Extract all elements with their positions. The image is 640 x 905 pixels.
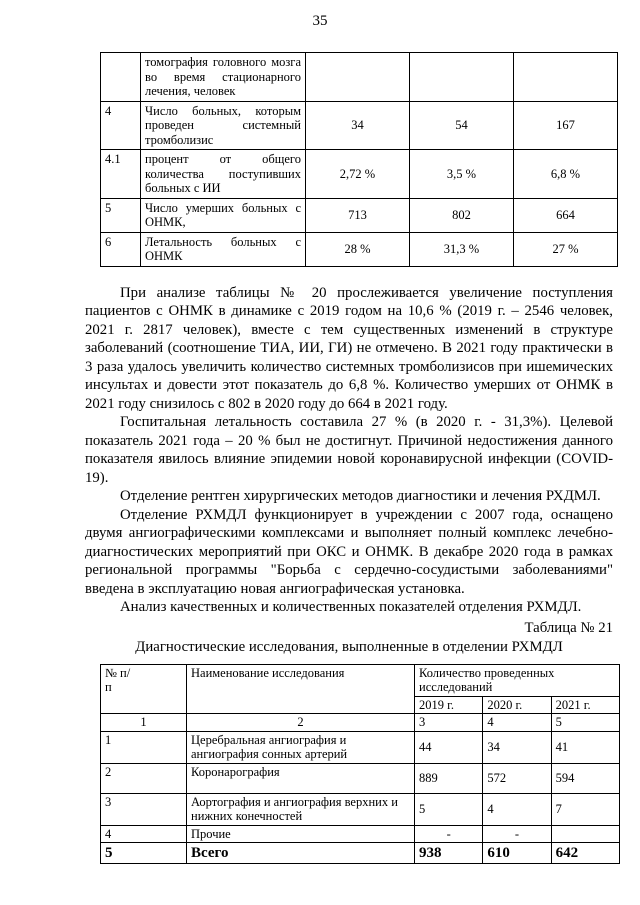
row-label-cell: Число умерших больных с ОНМК, [141, 198, 306, 232]
value-cell-2021: 642 [551, 843, 619, 864]
column-index-cell: 3 [415, 714, 483, 732]
column-index-cell: 5 [551, 714, 619, 732]
row-number-cell [101, 53, 141, 102]
row-number-cell: 5 [101, 843, 187, 864]
table-20-fragment [100, 52, 618, 267]
value-cell-2021: 27 % [514, 232, 618, 266]
row-name-cell: Церебральная ангиография и ангиография сонных артерий [187, 731, 415, 763]
table-row [101, 232, 618, 266]
row-name-cell: Прочие [187, 825, 415, 843]
value-cell-2019 [306, 53, 410, 102]
table-row [101, 198, 618, 232]
row-label-cell: Летальность больных с ОНМК [141, 232, 306, 266]
value-cell-2019: 938 [415, 843, 483, 864]
value-cell-2021: 594 [551, 763, 619, 793]
table-row [101, 825, 620, 843]
table-row [101, 731, 620, 763]
column-index-cell: 2 [187, 714, 415, 732]
page-number: 35 [312, 13, 328, 29]
header-cell-name: Наименование исследования [187, 664, 415, 714]
row-name-cell: Аортография и ангиография верхних и нижних конечностей [187, 793, 415, 825]
row-label-cell: томография головного мозга во время стационарного лечения, человек [141, 53, 306, 102]
paragraph-lethality: Госпитальная летальность составила 27 % (в 2020 г. - 31,3%). Целевой показатель 2021 года – 20 % был не достигнут. Причиной недостижения данного показателя явилось влияние эпидемии новой коронавирусной инфекции (COVID-19). [85, 414, 613, 486]
value-cell-2020 [410, 53, 514, 102]
row-label-cell: Число больных, которым проведен системный тромболизис [141, 101, 306, 150]
page-content [0, 52, 640, 864]
paragraph-department-info: Отделение РХМДЛ функционирует в учреждении с 2007 года, оснащено двумя ангиографическими комплексами и выполняет полный комплекс лечебно-диагностических мероприятий при ОКС и ОНМК. В декабре 2020 года в рамках региональной программы "Борьба с сердечно-сосудистыми заболеваниями" введена в эксплуатацию новая ангиографическая установка. [85, 506, 613, 597]
table-row [101, 101, 618, 150]
value-cell-2021: 6,8 % [514, 150, 618, 199]
paragraph-analysis-intro: Анализ качественных и количественных показателей отделения РХМДЛ. [120, 599, 582, 615]
row-name-cell: Коронарография [187, 763, 415, 793]
value-cell-2020: - [483, 825, 551, 843]
row-label-cell: процент от общего количества поступивших больных с ИИ [141, 150, 306, 199]
table-21 [100, 664, 620, 865]
table-row [101, 53, 618, 102]
value-cell-2020: 610 [483, 843, 551, 864]
value-cell-2020: 31,3 % [410, 232, 514, 266]
value-cell-2020: 3,5 % [410, 150, 514, 199]
value-cell-2019: 2,72 % [306, 150, 410, 199]
table-21-caption: Диагностические исследования, выполненные в отделении РХМДЛ [135, 638, 563, 655]
value-cell-2020: 54 [410, 101, 514, 150]
row-number-cell: 4.1 [101, 150, 141, 199]
row-number-cell: 1 [101, 731, 187, 763]
column-index-cell: 1 [101, 714, 187, 732]
value-cell-2020: 572 [483, 763, 551, 793]
header-cell-count: Количество проведенных исследований [415, 664, 620, 696]
row-number-cell: 4 [101, 101, 141, 150]
value-cell-2019: - [415, 825, 483, 843]
value-cell-2019: 44 [415, 731, 483, 763]
table-total-row [101, 843, 620, 864]
header-year-2019: 2019 г. [415, 696, 483, 714]
value-cell-2020: 4 [483, 793, 551, 825]
table-row [101, 763, 620, 793]
table-row [101, 793, 620, 825]
header-year-2020: 2020 г. [483, 696, 551, 714]
row-number-cell: 3 [101, 793, 187, 825]
row-name-cell: Всего [187, 843, 415, 864]
table-row [101, 150, 618, 199]
header-number-label: № п/п [105, 665, 131, 694]
value-cell-2019: 713 [306, 198, 410, 232]
row-number-cell: 5 [101, 198, 141, 232]
value-cell-2021: 7 [551, 793, 619, 825]
value-cell-2021: 41 [551, 731, 619, 763]
row-number-cell: 4 [101, 825, 187, 843]
column-number-row [101, 714, 620, 732]
value-cell-2020: 34 [483, 731, 551, 763]
value-cell-2019: 28 % [306, 232, 410, 266]
value-cell-2020: 802 [410, 198, 514, 232]
header-cell-number [101, 664, 187, 714]
value-cell-2019: 34 [306, 101, 410, 150]
value-cell-2021 [551, 825, 619, 843]
table-header-row [101, 664, 620, 696]
column-index-cell: 4 [483, 714, 551, 732]
row-number-cell: 6 [101, 232, 141, 266]
paragraph-department-title: Отделение рентген хирургических методов диагностики и лечения РХДМЛ. [120, 488, 601, 504]
value-cell-2019: 5 [415, 793, 483, 825]
value-cell-2021: 664 [514, 198, 618, 232]
value-cell-2019: 889 [415, 763, 483, 793]
paragraph-table20-analysis: При анализе таблицы № 20 прослеживается увеличение поступления пациентов с ОНМК в динамике с 2019 годом на 10,6 % (2019 г. – 2546 человек, 2021 г. 2817 человек), вместе с тем существенных изменений в структуре заболеваний (соотношение ТИА, ИИ, ГИ) не отмечено. В 2021 году практически в 3 раза удалось увеличить количество системных тромболизисов при ишемических инсультах и довести этот показатель до 6,8 %. Количество умерших от ОНМК в 2021 году снизилось с 802 в 2020 году до 664 в 2021 году. [85, 284, 613, 412]
header-year-2021: 2021 г. [551, 696, 619, 714]
value-cell-2021 [514, 53, 618, 102]
row-number-cell: 2 [101, 763, 187, 793]
table-21-label: Таблица № 21 [524, 619, 613, 636]
value-cell-2021: 167 [514, 101, 618, 150]
